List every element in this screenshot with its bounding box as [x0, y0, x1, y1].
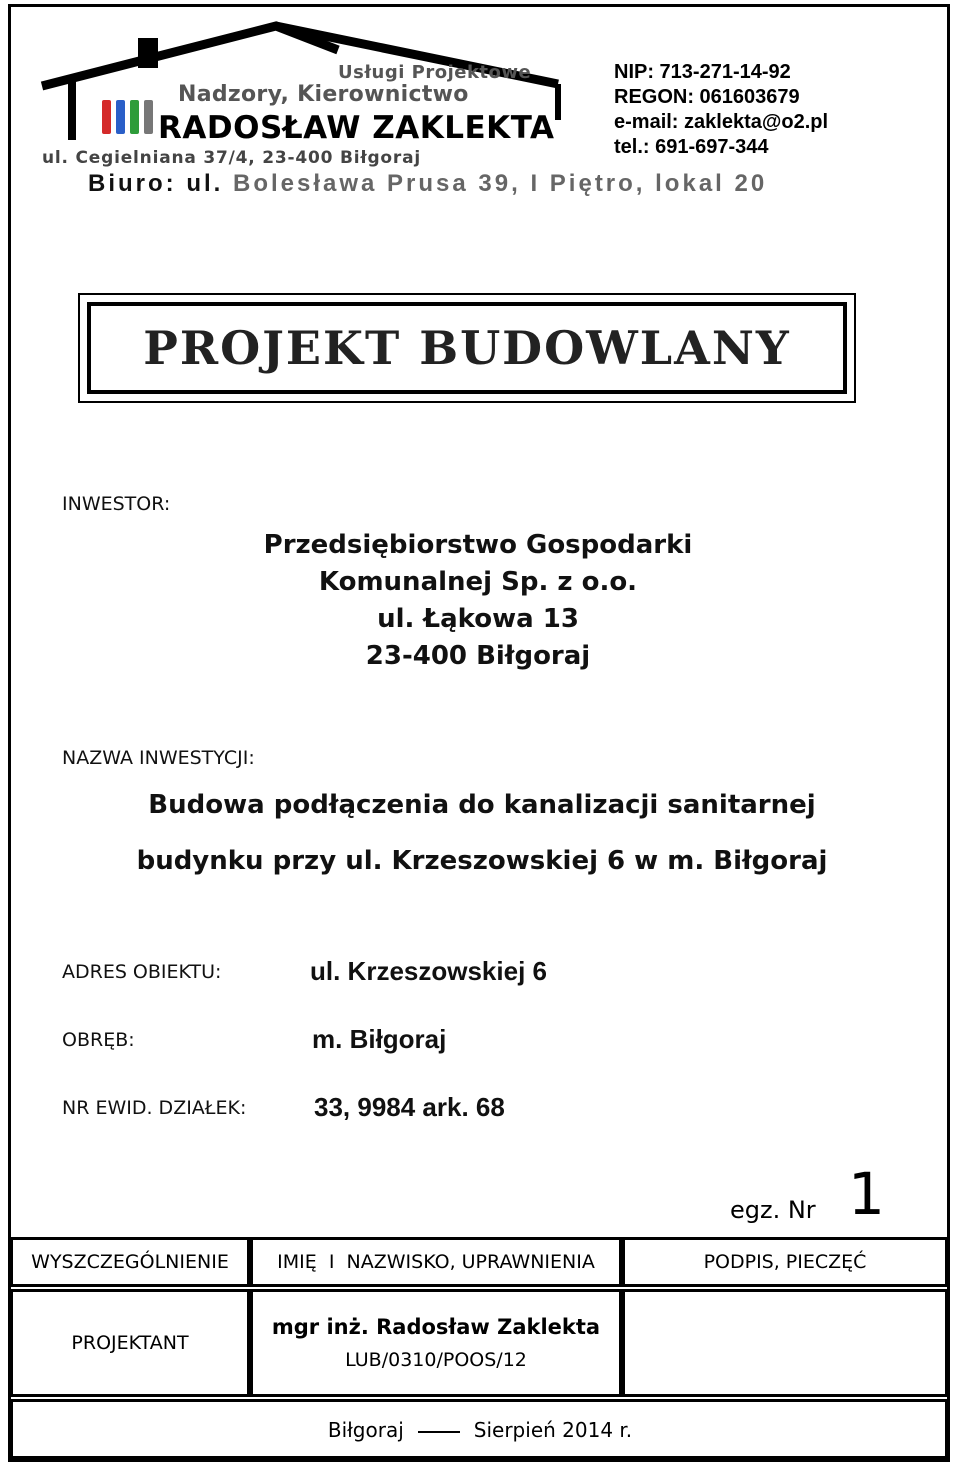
- investment-line-1: Budowa podłączenia do kanalizacji sanitarnej: [148, 790, 816, 820]
- copy-label: egz. Nr: [730, 1196, 816, 1224]
- company-logo: [38, 20, 578, 168]
- logo-company-name: RADOSŁAW ZAKLEKTA: [158, 110, 555, 146]
- investor-line-4: 23-400 Biłgoraj: [365, 641, 591, 671]
- address-label: ADRES OBIEKTU:: [62, 961, 222, 983]
- investment-label: NAZWA INWESTYCJI:: [62, 747, 255, 769]
- plots-label: NR EWID. DZIAŁEK:: [62, 1097, 247, 1119]
- logo-bar-gray: [144, 100, 153, 134]
- table-cell-designer: [250, 1289, 622, 1397]
- office-prefix: Biuro: ul.: [88, 170, 224, 197]
- header-signature-text: PODPIS, PIECZĘĆ: [703, 1251, 867, 1273]
- address-value: ul. Krzeszowskiej 6: [310, 956, 547, 986]
- table-header-signature: [622, 1237, 948, 1287]
- footer-date-line: [0, 1418, 960, 1442]
- phone: tel.: 691-697-344: [614, 136, 769, 158]
- logo-address: ul. Cegielniana 37/4, 23-400 Biłgoraj: [42, 148, 421, 168]
- logo-supervision: Nadzory, Kierownictwo: [178, 82, 469, 107]
- office-address: [88, 170, 767, 198]
- designer-license: LUB/0310/POOS/12: [345, 1349, 527, 1371]
- table-cell-role: [10, 1289, 250, 1397]
- investor-line-1: Przedsiębiorstwo Gospodarki: [263, 530, 693, 560]
- header-specification-text: WYSZCZEGÓLNIENIE: [31, 1251, 229, 1273]
- nip: NIP: 713-271-14-92: [614, 61, 791, 83]
- role-text: PROJEKTANT: [71, 1332, 189, 1354]
- logo-bar-blue: [116, 100, 125, 134]
- investor-line-2: Komunalnej Sp. z o.o.: [318, 567, 638, 597]
- table-header-specification: [10, 1237, 250, 1287]
- logo-services: Usługi Projektowe: [338, 62, 532, 83]
- office-rest: Bolesława Prusa 39, I Piętro, lokal 20: [223, 170, 768, 197]
- investor-line-3: ul. Łąkowa 13: [377, 604, 579, 634]
- contact-block: [614, 60, 828, 160]
- title-inner-box: [87, 302, 847, 394]
- document-title: PROJEKT BUDOWLANY: [143, 321, 791, 375]
- logo-bar-red: [102, 100, 111, 134]
- email: e-mail: zaklekta@o2.pl: [614, 111, 829, 133]
- footer-place: Biłgoraj: [327, 1418, 404, 1442]
- logo-bar-green: [130, 100, 139, 134]
- title-box: [78, 293, 856, 403]
- investor-label: INWESTOR:: [62, 493, 171, 515]
- header-name-text: IMIĘ I NAZWISKO, UPRAWNIENIA: [277, 1251, 595, 1273]
- regon: REGON: 061603679: [614, 86, 800, 108]
- designer-name: mgr inż. Radosław Zaklekta: [271, 1315, 601, 1339]
- table-cell-signature: [622, 1289, 948, 1397]
- investment-line-2: budynku przy ul. Krzeszowskiej 6 w m. Biłgoraj: [136, 846, 828, 876]
- precinct-label: OBRĘB:: [62, 1029, 135, 1051]
- footer-date: Sierpień 2014 r.: [473, 1418, 633, 1442]
- copy-number: 1: [848, 1160, 885, 1228]
- plots-value: 33, 9984 ark. 68: [314, 1092, 505, 1122]
- table-header-name: [250, 1237, 622, 1287]
- footer-dash: [418, 1431, 460, 1433]
- precinct-value: m. Biłgoraj: [312, 1024, 447, 1054]
